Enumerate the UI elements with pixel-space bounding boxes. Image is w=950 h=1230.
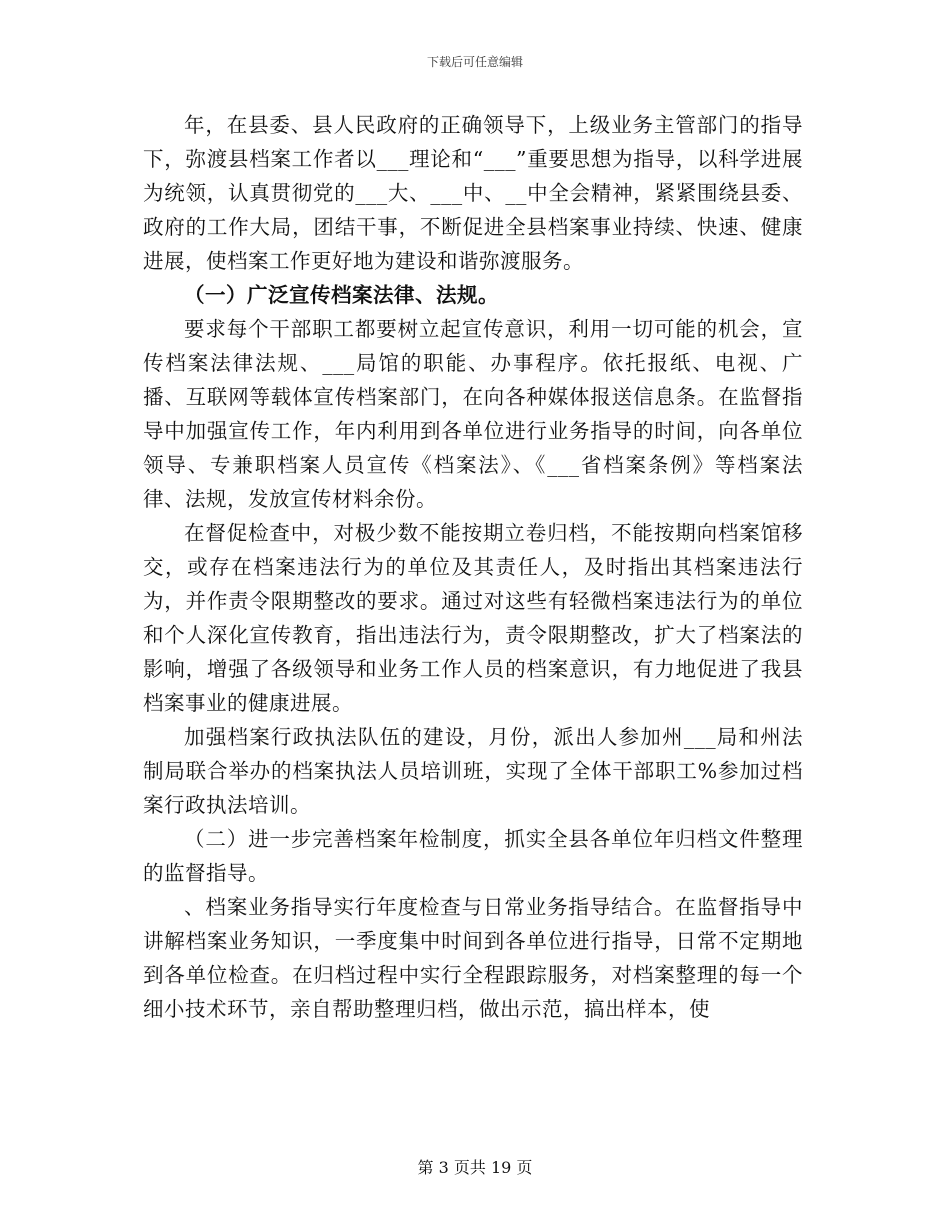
- paragraph-intro: 年，在县委、县人民政府的正确领导下，上级业务主管部门的指导下，弥渡县档案工作者以___理论和“___”重要思想为指导，以科学进展为统领，认真贯彻党的___大、___中、__中全会精神，紧紧围绕县委、政府的工作大局，团结干事，不断促进全县档案事业持续、快速、健康进展，使档案工作更好地为建设和谐弥渡服务。: [143, 113, 803, 273]
- document-body: [143, 108, 803, 1026]
- section-heading-1: （一）广泛宣传档案法律、法规。: [184, 283, 499, 307]
- paragraph-guidance: 、档案业务指导实行年度检查与日常业务指导结合。在监督指导中讲解档案业务知识，一季度集中时间到各单位进行指导，日常不定期地到各单位检查。在归档过程中实行全程跟踪服务，对档案整理的每一个细小技术环节，亲自帮助整理归档，做出示范，搞出样本，使: [143, 895, 803, 1021]
- section-heading-2: （二）进一步完善档案年检制度，抓实全县各单位年归档文件整理的监督指导。: [143, 827, 803, 885]
- paragraph-enforcement-team: 加强档案行政执法队伍的建设，月份，派出人参加州___局和州法制局联合举办的档案执法人员培训班，实现了全体干部职工%参加过档案行政执法培训。: [143, 725, 803, 817]
- paragraph-inspection: 在督促检查中，对极少数不能按期立卷归档，不能按期向档案馆移交，或存在档案违法行为的单位及其责任人，及时指出其档案违法行为，并作责令限期整改的要求。通过对这些有轻微档案违法行为的单位和个人深化宣传教育，指出违法行为，责令限期整改，扩大了档案法的影响，增强了各级领导和业务工作人员的档案意识，有力地促进了我县档案事业的健康进展。: [143, 521, 803, 715]
- page-header-note: 下载后可任意编辑: [426, 55, 523, 69]
- paragraph-publicity: 要求每个干部职工都要树立起宣传意识，利用一切可能的机会，宣传档案法律法规、___局馆的职能、办事程序。依托报纸、电视、广播、互联网等载体宣传档案部门，在向各种媒体报送信息条。在监督指导中加强宣传工作，年内利用到各单位进行业务指导的时间，向各单位领导、专兼职档案人员宣传《档案法》、《___省档案条例》等档案法律、法规，发放宣传材料余份。: [143, 317, 803, 511]
- page-number: 第 3 页共 19 页: [417, 1158, 533, 1177]
